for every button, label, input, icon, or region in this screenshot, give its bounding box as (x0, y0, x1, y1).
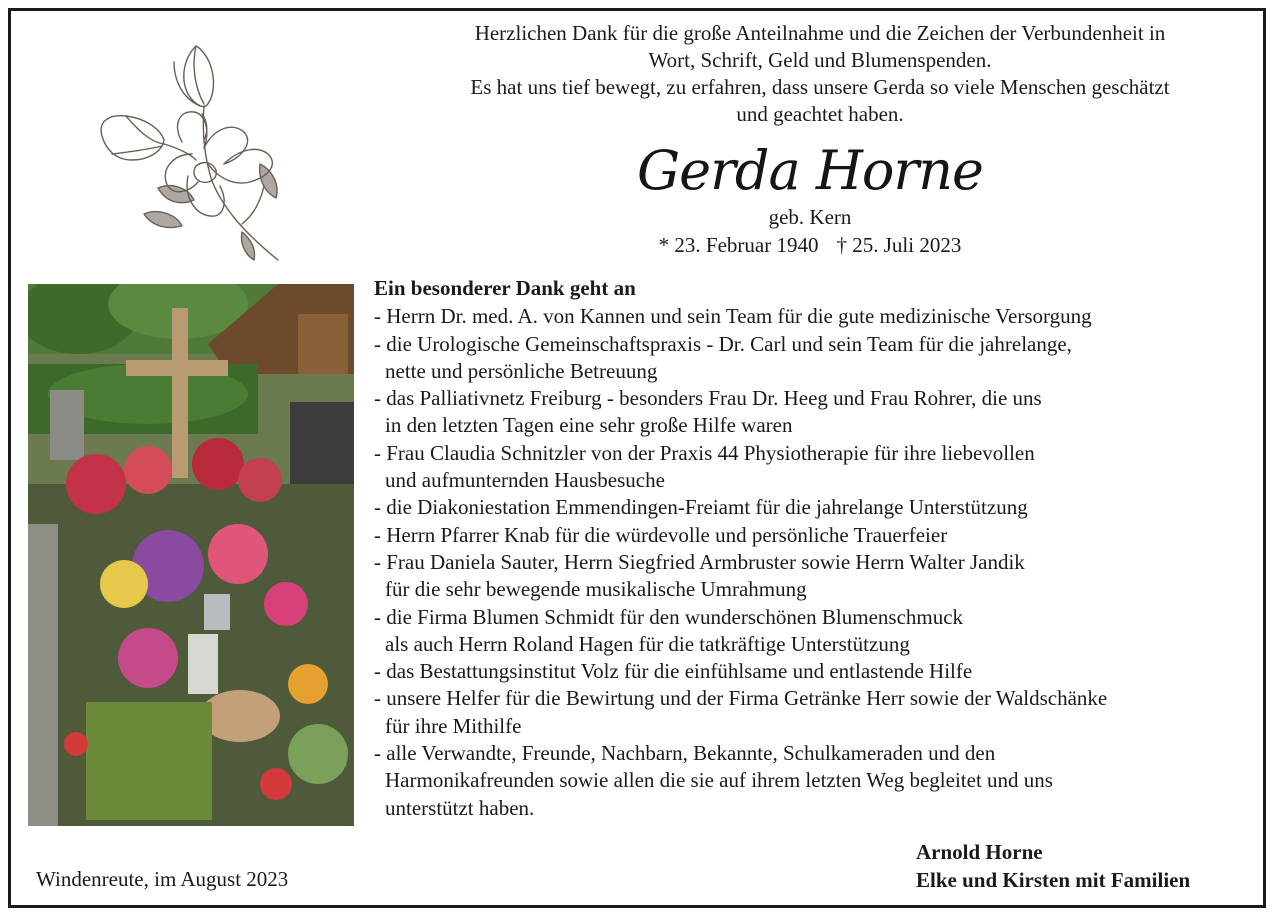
signatures (916, 838, 1190, 894)
thanks-item: - Frau Daniela Sauter, Herrn Siegfried Armbruster sowie Herrn Walter Jandik (374, 549, 1025, 574)
death-date: † 25. Juli 2023 (836, 233, 962, 257)
thanks-item: - Herrn Dr. med. A. von Kannen und sein Team für die gute medizinische Versorgung (374, 304, 1092, 329)
thanks-item-continuation: Harmonikafreunden sowie allen die sie auf ihrem letzten Weg begleitet und uns (385, 768, 1053, 793)
signature-line: Arnold Horne (916, 840, 1043, 864)
birth-date: * 23. Februar 1940 (658, 233, 819, 257)
intro-text (360, 20, 1280, 128)
thanks-list (374, 303, 1264, 822)
thanks-heading: Ein besonderer Dank geht an (374, 276, 636, 300)
magnolia-branch-icon (92, 36, 292, 266)
thanks-item: - Herrn Pfarrer Knab für die würdevolle und persönliche Trauerfeier (374, 522, 948, 547)
thanks-item: - die Diakoniestation Emmendingen-Freiamt für die jahrelange Unterstützung (374, 495, 1028, 520)
grave-photo (28, 284, 354, 826)
signature-line: Elke und Kirsten mit Familien (916, 868, 1191, 892)
thanks-item-continuation: für ihre Mithilfe (385, 713, 522, 738)
life-dates (560, 232, 1060, 258)
birth-name: geb. Kern (768, 205, 852, 229)
deceased-name: Gerda Horne (637, 139, 983, 202)
thanks-item-continuation: unterstützt haben. (385, 795, 535, 820)
intro-line: Es hat uns tief bewegt, zu erfahren, dass unsere Gerda so viele Menschen geschätzt (470, 75, 1170, 99)
intro-line: Wort, Schrift, Geld und Blumenspenden. (648, 48, 992, 72)
thanks-item-continuation: in den letzten Tagen eine sehr große Hilfe waren (385, 413, 793, 438)
thanks-item-continuation: für die sehr bewegende musikalische Umrahmung (385, 577, 807, 602)
thanks-item: - unsere Helfer für die Bewirtung und der Firma Getränke Herr sowie der Waldschänke (374, 686, 1108, 711)
thanks-section (374, 275, 1264, 822)
thanks-item-continuation: nette und persönliche Betreuung (385, 358, 658, 383)
thanks-item: - Frau Claudia Schnitzler von der Praxis 44 Physiotherapie für ihre liebevollen (374, 440, 1035, 465)
thanks-item: - das Palliativnetz Freiburg - besonders Frau Dr. Heeg und Frau Rohrer, die uns (374, 386, 1042, 411)
thanks-item: - die Firma Blumen Schmidt für den wunderschönen Blumenschmuck (374, 604, 964, 629)
thanks-item: - das Bestattungsinstitut Volz für die einfühlsame und entlastende Hilfe (374, 659, 973, 684)
thanks-item: - alle Verwandte, Freunde, Nachbarn, Bekannte, Schulkameraden und den (374, 741, 996, 766)
intro-line: Herzlichen Dank für die große Anteilnahme und die Zeichen der Verbundenheit in (474, 21, 1166, 45)
place-date: Windenreute, im August 2023 (36, 867, 289, 891)
thanks-item-continuation: als auch Herrn Roland Hagen für die tatkräftige Unterstützung (385, 631, 910, 656)
thanks-item: - die Urologische Gemeinschaftspraxis - Dr. Carl und sein Team für die jahrelange, (374, 331, 1072, 356)
thanks-item-continuation: und aufmunternden Hausbesuche (385, 468, 665, 493)
intro-line: und geachtet haben. (736, 102, 904, 126)
